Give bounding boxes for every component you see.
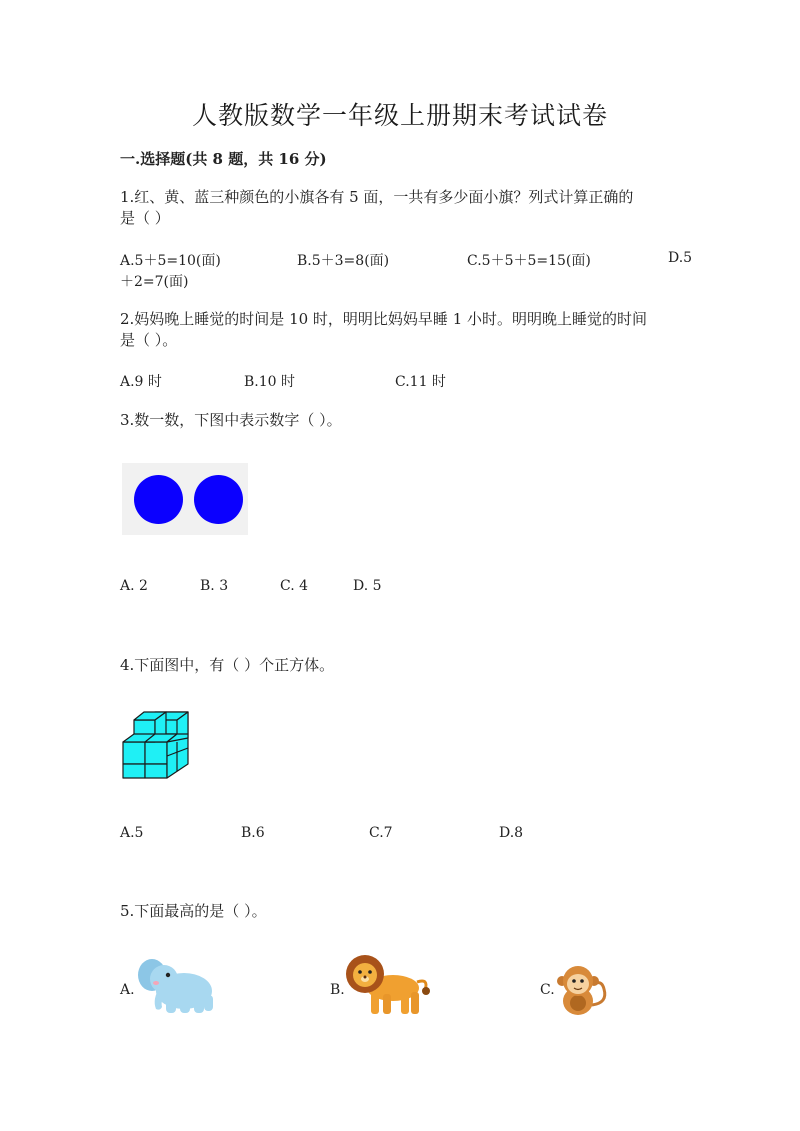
question-2-line1: 2.妈妈晚上睡觉的时间是 10 时，明明比妈妈早睡 1 小时。明明晚上睡觉的时间: [120, 310, 648, 328]
question-4-option-a: A.5: [120, 825, 144, 841]
question-4-option-d: D.8: [499, 825, 524, 841]
question-1-option-d-cont: ＋2=7(面): [120, 274, 189, 290]
question-5-option-a: A.: [120, 982, 135, 998]
section-heading: 一.选择题(共 8 题，共 16 分): [120, 150, 327, 168]
question-3-option-c: C. 4: [280, 578, 309, 594]
question-4-option-b: B.6: [241, 825, 265, 841]
question-3-option-b: B. 3: [200, 578, 229, 594]
page-title: 人教版数学一年级上册期末考试试卷: [191, 101, 608, 130]
question-5: 5.下面最高的是（ ）。: [120, 902, 267, 920]
question-3: 3.数一数，下图中表示数字（ ）。: [120, 411, 342, 429]
question-2-line2: 是（ ）。: [120, 331, 178, 349]
question-3-option-a: A. 2: [120, 578, 148, 594]
question-1-line1: 1.红、黄、蓝三种颜色的小旗各有 5 面，一共有多少面小旗？列式计算正确的: [120, 188, 634, 206]
question-3-option-d: D. 5: [353, 578, 382, 594]
question-1-option-d: D.5: [668, 250, 693, 266]
lion-icon: [345, 952, 431, 1022]
elephant-icon: [136, 955, 218, 1021]
question-2-option-a: A.9 时: [120, 374, 162, 390]
question-1: [120, 187, 700, 229]
question-1-line2: 是（ ）: [120, 209, 170, 227]
circles-figure: [122, 463, 248, 535]
question-4-option-c: C.7: [369, 825, 393, 841]
monkey-icon: [556, 963, 610, 1023]
question-1-option-a: A.5＋5=10(面): [120, 253, 221, 269]
question-2-option-c: C.11 时: [395, 374, 446, 390]
question-1-option-b: B.5＋3=8(面): [297, 253, 390, 269]
question-5-option-c: C.: [540, 982, 555, 998]
question-1-option-c: C.5＋5＋5=15(面): [467, 253, 591, 269]
question-4: 4.下面图中，有（ ）个正方体。: [120, 656, 335, 674]
question-2: [120, 309, 700, 351]
cubes-figure: [120, 708, 192, 786]
blue-circle: [134, 475, 183, 524]
blue-circle: [194, 475, 243, 524]
question-5-option-b: B.: [330, 982, 345, 998]
question-2-option-b: B.10 时: [244, 374, 296, 390]
